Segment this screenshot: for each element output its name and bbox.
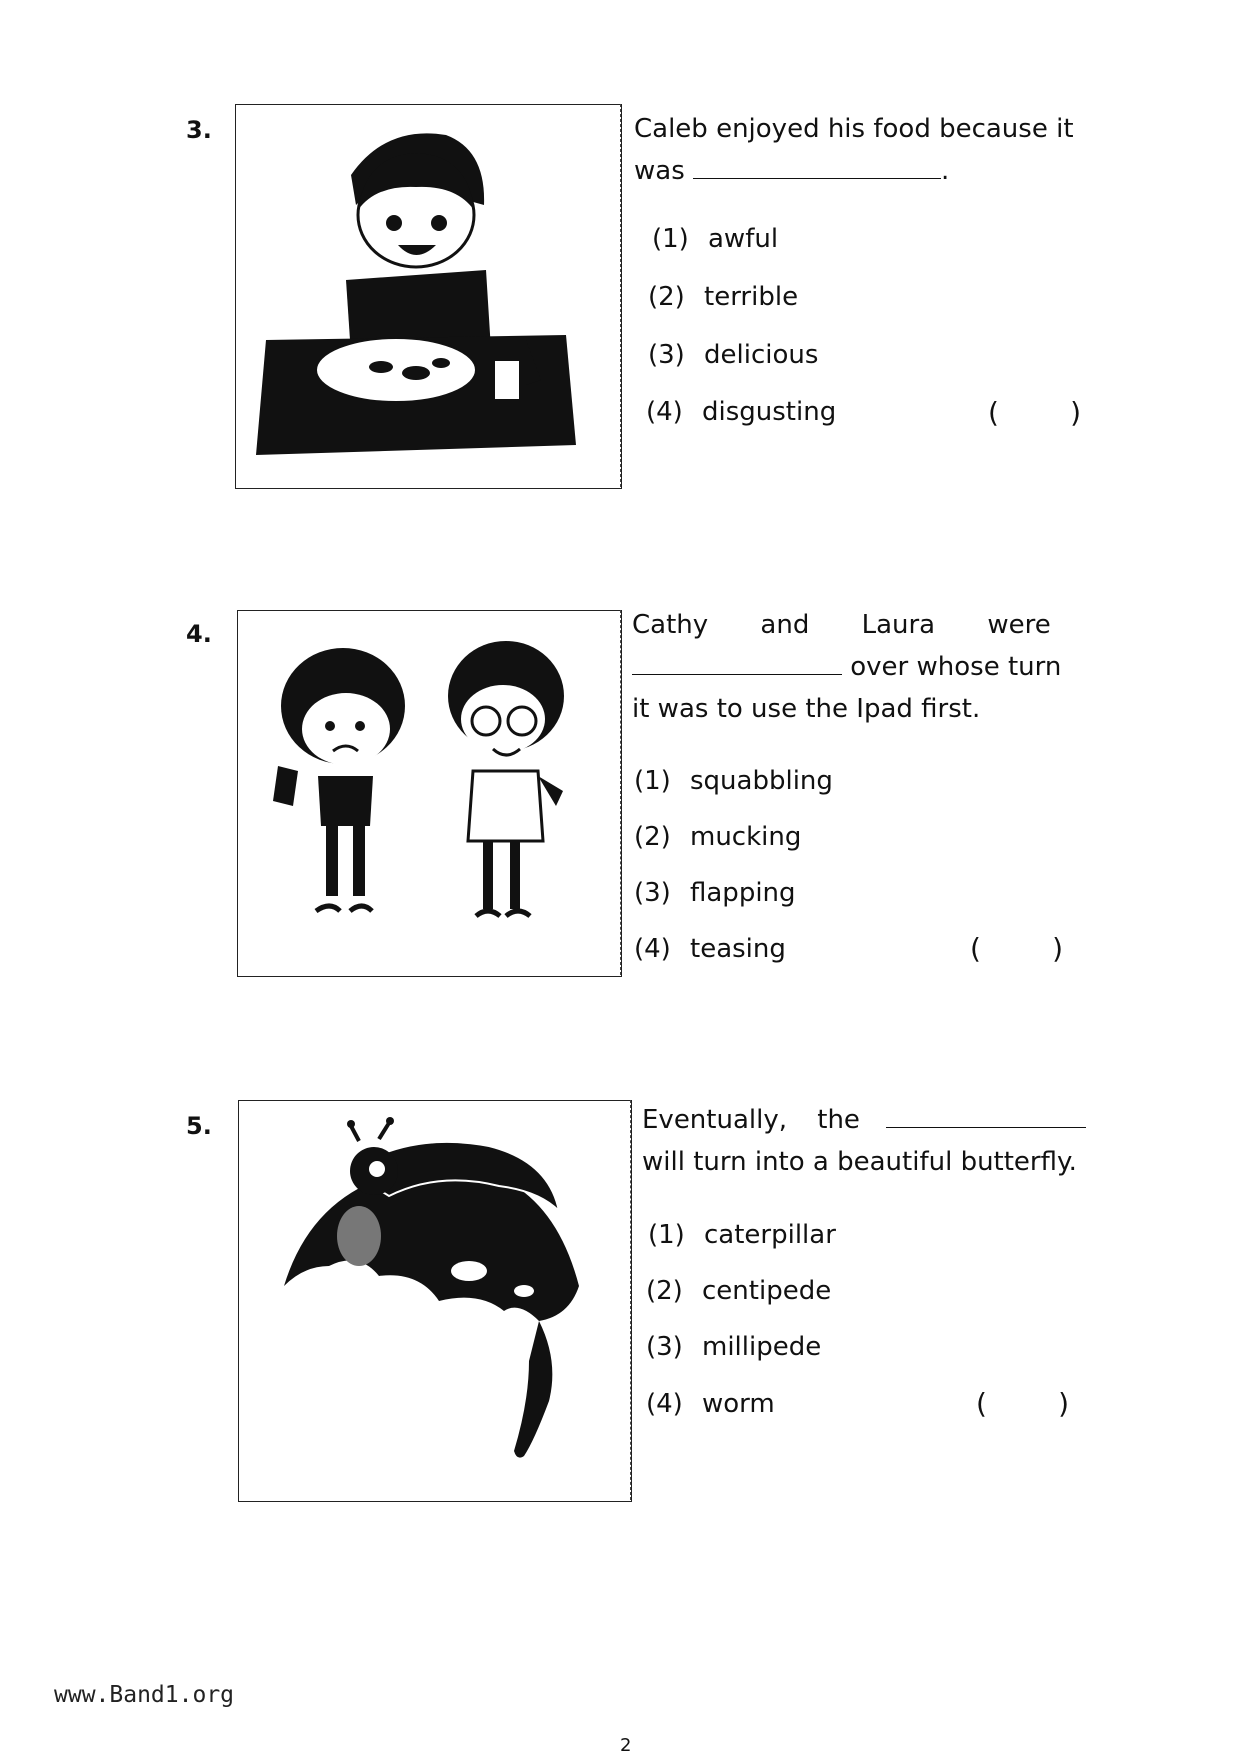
option-text: squabbling <box>690 766 833 796</box>
option-number: (4) <box>634 934 671 964</box>
stem-text: Cathy and Laura were <box>632 610 1051 640</box>
answer-blank <box>693 150 941 179</box>
option-text: disgusting <box>702 397 837 427</box>
footer-url: www.Band1.org <box>54 1682 235 1708</box>
option-text: caterpillar <box>704 1220 836 1250</box>
option-number: (2) <box>634 822 671 852</box>
option-text: mucking <box>690 822 802 852</box>
option-number: (4) <box>646 1389 683 1419</box>
option[interactable] <box>646 1332 821 1362</box>
option[interactable] <box>646 1276 831 1306</box>
answer-bracket[interactable]: ( ) <box>970 932 1064 965</box>
answer-bracket[interactable]: ( ) <box>976 1387 1070 1420</box>
option-number: (2) <box>646 1276 683 1306</box>
option[interactable] <box>646 397 836 427</box>
option-number: (2) <box>648 282 685 312</box>
divider-line <box>630 1100 631 1500</box>
option[interactable] <box>652 224 778 254</box>
question-stem <box>634 108 1104 192</box>
option[interactable] <box>634 878 796 908</box>
option[interactable] <box>648 1220 836 1250</box>
option[interactable] <box>634 822 801 852</box>
stem-text: Eventually, the <box>642 1105 860 1135</box>
page-number: 2 <box>620 1735 632 1756</box>
stem-text: it was to use the Ipad first. <box>632 694 981 724</box>
option-text: millipede <box>702 1332 822 1362</box>
option-number: (3) <box>634 878 671 908</box>
stem-text: . <box>941 156 950 186</box>
question-number: 3. <box>186 116 212 144</box>
answer-bracket[interactable]: ( ) <box>988 396 1082 429</box>
option-text: centipede <box>702 1276 832 1306</box>
boy-eating-picture <box>236 105 621 488</box>
caterpillar-picture <box>239 1101 631 1501</box>
option-number: (1) <box>634 766 671 796</box>
divider-line <box>620 104 621 487</box>
boy-eating-illustration <box>235 104 622 489</box>
option-text: delicious <box>704 340 819 370</box>
stem-text: Caleb enjoyed his food because it <box>634 114 1074 144</box>
stem-text: was <box>634 156 685 186</box>
option[interactable] <box>648 282 798 312</box>
option-number: (1) <box>648 1220 685 1250</box>
option[interactable] <box>646 1389 775 1419</box>
option-number: (1) <box>652 224 689 254</box>
stem-text: will turn into a beautiful butterfly. <box>642 1147 1077 1177</box>
question-stem <box>632 604 1082 730</box>
option-text: flapping <box>690 878 796 908</box>
caterpillar-illustration <box>238 1100 632 1502</box>
question-number: 5. <box>186 1112 212 1140</box>
two-girls-illustration <box>237 610 622 977</box>
divider-line <box>620 610 621 975</box>
option-number: (4) <box>646 397 683 427</box>
answer-blank <box>886 1099 1086 1128</box>
option-text: worm <box>702 1389 775 1419</box>
two-girls-picture <box>238 611 621 976</box>
option-text: awful <box>708 224 779 254</box>
option-number: (3) <box>646 1332 683 1362</box>
option[interactable] <box>634 934 786 964</box>
stem-text: over whose turn <box>850 652 1062 682</box>
question-number: 4. <box>186 620 212 648</box>
option[interactable] <box>648 340 818 370</box>
option-text: teasing <box>690 934 786 964</box>
option-number: (3) <box>648 340 685 370</box>
option[interactable] <box>634 766 833 796</box>
question-stem <box>642 1099 1112 1183</box>
option-text: terrible <box>704 282 799 312</box>
answer-blank <box>632 646 842 675</box>
